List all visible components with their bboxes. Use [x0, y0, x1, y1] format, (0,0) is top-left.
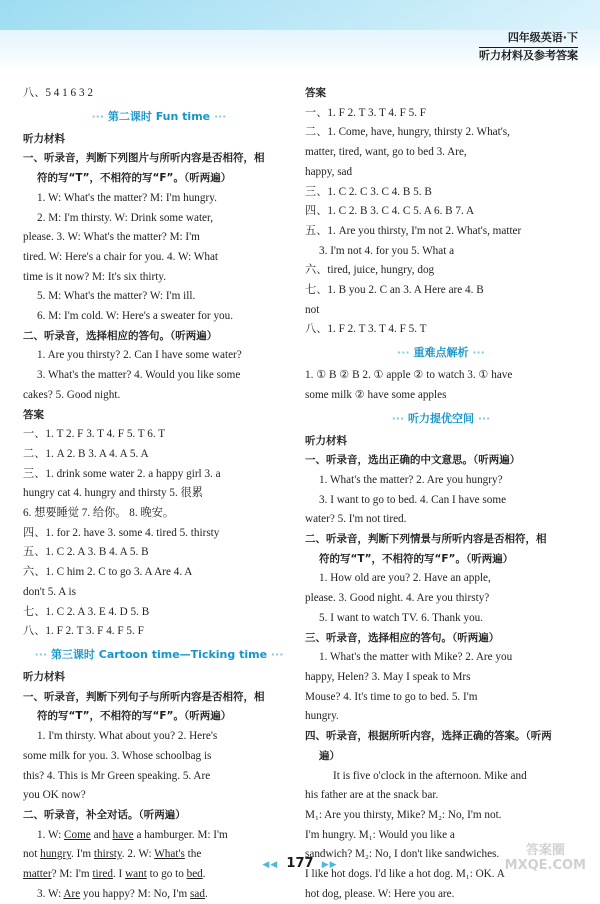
section-heading: 三、听录音，选择相应的答句。（听两遍） [305, 631, 500, 644]
text-line: 六、1. C him 2. C to go 3. A Are 4. A [23, 566, 193, 579]
text-line: M₁: Are you thirsty, Mike? M₂: No, I'm not. [305, 808, 502, 821]
text-line: hungry. [305, 710, 339, 723]
section-heading: 遍） [319, 749, 340, 762]
text-line: 1. W: Come and have a hamburger. M: I'm [37, 828, 228, 841]
text-line: 一、1. T 2. F 3. T 4. F 5. T 6. T [23, 428, 166, 441]
section-heading: 听力材料 [23, 132, 65, 145]
text-line: cakes? 5. Good night. [23, 388, 121, 401]
lesson-title: ··· 重难点解析 ··· [305, 340, 577, 366]
text-line: I like hot dogs. I'd like a hot dog. M₁: OK. A [305, 868, 505, 881]
section-heading: 符的写“T”，不相符的写“F”。（听两遍） [37, 172, 232, 185]
text-line: 3. W: Are you happy? M: No, I'm sad. [37, 887, 208, 900]
text-line: matter? M: I'm tired. I want to go to bed. [23, 868, 206, 881]
section-heading: 符的写“T”，不相符的写“F”。（听两遍） [319, 552, 514, 565]
running-header [479, 30, 578, 64]
text-line: 三、1. drink some water 2. a happy girl 3. a [23, 467, 221, 480]
text-line: 1. Are you thirsty? 2. Can I have some water? [37, 349, 242, 362]
watermark-logo [505, 843, 586, 873]
section-heading: 二、听录音，判断下列情景与所听内容是否相符，相 [305, 533, 547, 546]
section-heading: 一、听录音，选出正确的中文意思。（听两遍） [305, 454, 521, 467]
text-line: 6. M: I'm cold. W: Here's a sweater for you. [37, 310, 234, 323]
text-line: this? 4. This is Mr Green speaking. 5. Are [23, 769, 211, 782]
text-line: 3. I want to go to bed. 4. Can I have some [319, 493, 507, 506]
section-heading: 一、听录音，判断下列图片与所听内容是否相符，相 [23, 152, 265, 165]
text-line: some milk for you. 3. Whose schoolbag is [23, 749, 212, 762]
text-line: not [305, 303, 320, 316]
text-line: 1. ① B ② B 2. ① apple ② to watch 3. ① have [305, 369, 513, 382]
section-heading: 二、听录音，补全对话。（听两遍） [23, 808, 186, 821]
text-line: 八、1. F 2. T 3. T 4. F 5. T [305, 323, 427, 336]
lesson-title: ··· 听力提优空间 ··· [305, 406, 577, 432]
text-line: 八、1. F 2. T 3. F 4. F 5. F [23, 625, 144, 638]
text-line: It is five o'clock in the afternoon. Mike and [333, 769, 527, 782]
text-line: 八、5 4 1 6 3 2 [23, 87, 93, 99]
text-line: 五、1. C 2. A 3. B 4. A 5. B [23, 546, 149, 559]
text-line: hot dog, please. W: Here you are. [305, 887, 455, 900]
lesson-title: ··· 第三课时 Cartoon time—Ticking time ··· [23, 642, 295, 668]
text-line: 3. I'm not 4. for you 5. What a [319, 244, 455, 257]
header-grade-title: 四年级英语·下 [479, 30, 578, 48]
text-line: not hungry. I'm thirsty. 2. W: What's the [23, 848, 202, 861]
text-line: hungry cat 4. hungry and thirsty 5. 很累 [23, 487, 203, 500]
text-line: 七、1. C 2. A 3. E 4. D 5. B [23, 605, 150, 618]
text-line: 5. M: What's the matter? W: I'm ill. [37, 290, 196, 303]
text-line: don't 5. A is [23, 585, 76, 598]
text-line: his father are at the snack bar. [305, 789, 439, 802]
text-line: matter, tired, want, go to bed 3. Are, [305, 146, 467, 159]
text-line: 二、1. Come, have, hungry, thirsty 2. What's, [305, 126, 510, 139]
text-line: happy, Helen? 3. May I speak to Mrs [305, 670, 471, 683]
lesson-title: ··· 第二课时 Fun time ··· [23, 104, 295, 130]
watermark-url: MXQE.COM [504, 858, 586, 873]
left-column [23, 84, 295, 904]
text-line: I'm hungry. M₁: Would you like a [305, 828, 455, 841]
text-line: 2. M: I'm thirsty. W: Drink some water, [37, 211, 214, 224]
text-line: 三、1. C 2. C 3. C 4. B 5. B [305, 185, 432, 198]
text-line: please. 3. Good night. 4. Are you thirsty? [305, 592, 490, 605]
header-section-title: 听力材料及参考答案 [479, 49, 578, 62]
text-line: please. 3. W: What's the matter? M: I'm [23, 231, 200, 244]
section-heading: 听力材料 [23, 670, 65, 683]
text-line: 1. W: What's the matter? M: I'm hungry. [37, 191, 217, 204]
prev-arrows-icon: ◀◀ [262, 860, 279, 870]
section-heading: 答案 [305, 87, 326, 99]
text-line: 四、1. C 2. B 3. C 4. C 5. A 6. B 7. A [305, 205, 475, 218]
text-line: you OK now? [23, 789, 86, 802]
text-line: 1. What's the matter? 2. Are you hungry? [319, 473, 503, 486]
text-line: 1. How old are you? 2. Have an apple, [319, 572, 491, 585]
section-heading: 一、听录音，判断下列句子与所听内容是否相符，相 [23, 690, 265, 703]
section-heading: 听力材料 [305, 434, 347, 447]
section-heading: 二、听录音，选择相应的答句。（听两遍） [23, 329, 218, 342]
section-heading: 符的写“T”，不相符的写“F”。（听两遍） [37, 710, 232, 723]
text-line: Mouse? 4. It's time to go to bed. 5. I'm [305, 690, 478, 703]
text-line: happy, sad [305, 165, 353, 178]
text-line: 一、1. F 2. T 3. T 4. F 5. F [305, 106, 427, 119]
watermark-text: 答案圈 [525, 843, 565, 858]
right-column [305, 84, 577, 904]
text-line: some milk ② have some apples [305, 388, 447, 401]
text-line: 1. I'm thirsty. What about you? 2. Here's [37, 730, 218, 743]
text-line: 1. What's the matter with Mike? 2. Are you [319, 651, 513, 664]
text-line: 二、1. A 2. B 3. A 4. A 5. A [23, 447, 149, 460]
text-line: tired. W: Here's a chair for you. 4. W: What [23, 250, 219, 263]
next-arrows-icon: ▶▶ [321, 860, 338, 870]
text-line: sandwich? M₂: No, I don't like sandwiches. [305, 848, 500, 861]
text-line: 四、1. for 2. have 3. some 4. tired 5. thirsty [23, 526, 220, 539]
text-line: 七、1. B you 2. C an 3. A Here are 4. B [305, 284, 484, 297]
header-stripe [0, 0, 600, 30]
page-number: 177 [286, 856, 314, 871]
text-line: water? 5. I'm not tired. [305, 513, 407, 526]
text-line: 3. What's the matter? 4. Would you like some [37, 369, 241, 382]
text-line: 六、tired, juice, hungry, dog [305, 264, 435, 277]
text-line: 五、1. Are you thirsty, I'm not 2. What's, matter [305, 224, 522, 237]
text-line: 5. I want to watch TV. 6. Thank you. [319, 611, 484, 624]
text-line: time is it now? M: It's six thirty. [23, 270, 166, 283]
section-heading: 答案 [23, 408, 44, 421]
text-line: 6. 想要睡觉 7. 给你。 8. 晚安。 [23, 507, 175, 520]
section-heading: 四、听录音，根据所听内容，选择正确的答案。（听两 [305, 730, 552, 743]
